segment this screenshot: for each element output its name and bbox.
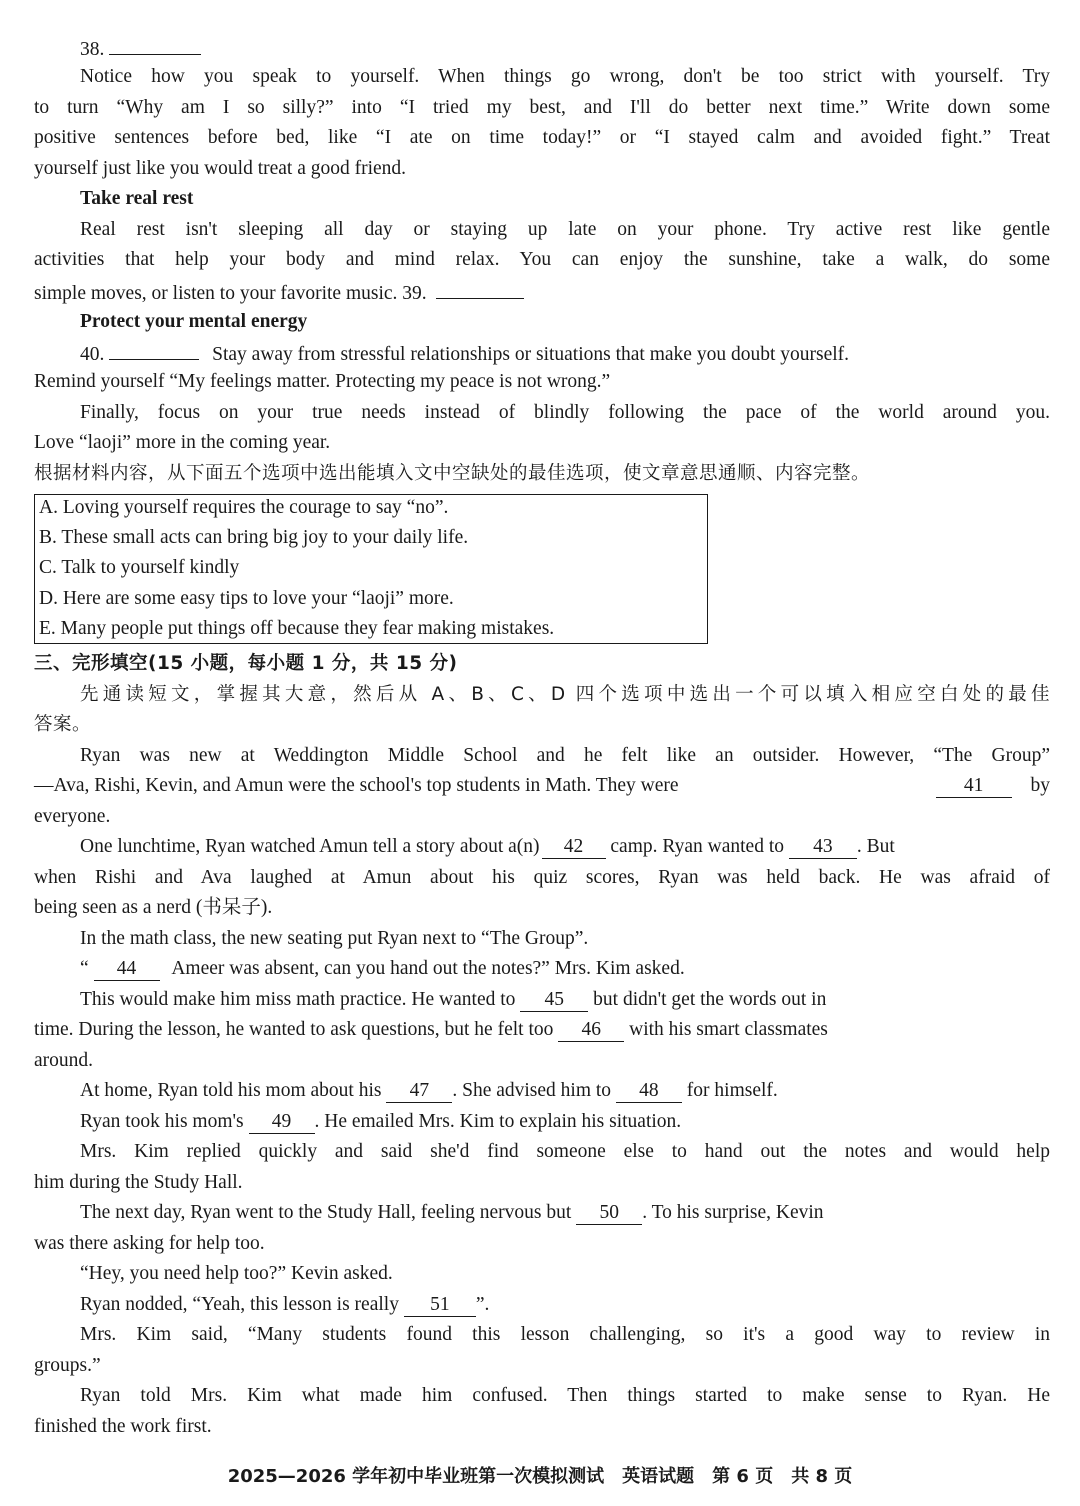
paragraph-1-line-2: to turn “Why am I so silly?” into “I tried my best, and I'll do better next time.” Write down some [34,97,1050,118]
story-line-16-text-b: . To his surprise, Kevin [642,1202,824,1223]
story-line-4-text-a: One lunchtime, Ryan watched Amun tell a story about a(n) [80,836,540,857]
paragraph-3-line-1 [80,337,1050,367]
story-line-13 [80,1107,1050,1137]
answer-blank-47: 47 [386,1080,452,1103]
story-line-21: groups.” [34,1355,101,1376]
answer-blank-45: 45 [520,989,588,1012]
story-line-19-text-a: Ryan nodded, “Yeah, this lesson is really [80,1294,399,1315]
story-line-4-text-b: camp. Ryan wanted to [610,836,784,857]
story-line-10-text-a: time. During the lesson, he wanted to ask questions, but he felt too [34,1019,554,1040]
story-line-20: Mrs. Kim said, “Many students found this lesson challenging, so it's a good way to review in [80,1324,1050,1345]
answer-blank-43: 43 [789,836,857,859]
story-line-12-text-b: . She advised him to [452,1080,612,1101]
paragraph-3-line-1-text: Stay away from stressful relationships or situations that make you doubt yourself. [212,344,850,365]
answer-blank-51: 51 [404,1294,476,1317]
paragraph-2-line-3-text: simple moves, or listen to your favorite music. 39. [34,283,427,304]
story-line-19-text-b: ”. [475,1294,490,1315]
answer-blank-48: 48 [616,1080,682,1103]
story-line-8-quote: “ [80,958,89,979]
story-line-17: was there asking for help too. [34,1233,265,1254]
story-line-6: being seen as a nerd (书呆子). [34,897,273,918]
story-line-10-text-b: with his smart classmates [629,1019,828,1040]
story-line-22: Ryan told Mrs. Kim what made him confused. Then things started to make sense to Ryan. He [80,1385,1050,1406]
story-line-19 [80,1290,1050,1320]
answer-blank-46: 46 [558,1019,624,1042]
story-line-16-text-a: The next day, Ryan went to the Study Hall, feeling nervous but [80,1202,572,1223]
story-line-12 [80,1076,1050,1106]
option-e: E. Many people put things off because they fear making mistakes. [39,618,555,639]
paragraph-3-line-2: Remind yourself “My feelings matter. Protecting my peace is not wrong.” [34,371,611,392]
paragraph-2-line-1: Real rest isn't sleeping all day or staying up late on your phone. Try active rest like gentle [80,219,1050,240]
story-line-2 [34,771,1050,801]
section-instruction: 根据材料内容，从下面五个选项中选出能填入文中空缺处的最佳选项，使文章意思通顺、内容完整。 [34,463,871,484]
story-line-13-text-a: Ryan took his mom's [80,1111,244,1132]
paragraph-1-line-4: yourself just like you would treat a good friend. [34,158,407,179]
story-line-12-text-c: for himself. [686,1080,778,1101]
story-line-7: In the math class, the new seating put Ryan next to “The Group”. [80,928,589,949]
story-line-8-text: Ameer was absent, can you hand out the notes?” Mrs. Kim asked. [171,958,685,979]
story-line-18: “Hey, you need help too?” Kevin asked. [80,1263,393,1284]
story-line-10 [34,1015,1050,1045]
answer-blank-44: 44 [94,958,160,981]
option-a: A. Loving yourself requires the courage to say “no”. [39,497,449,518]
option-d: D. Here are some easy tips to love your “laoji” more. [39,588,454,609]
story-line-2-text: —Ava, Rishi, Kevin, and Amun were the school's top students in Math. They were [34,775,679,796]
story-line-23: finished the work first. [34,1416,212,1437]
answer-blank-41: 41 [936,775,1012,798]
paragraph-4-line-1: Finally, focus on your true needs instead of blindly following the pace of the world around you. [80,402,1050,423]
story-line-9-text-b: but didn't get the words out in [593,989,827,1010]
story-line-4 [80,832,1050,862]
answer-blank-38 [109,32,201,55]
section-3-title: 三、完形填空(15 小题，每小题 1 分，共 15 分) [34,653,458,674]
story-line-9 [80,985,1050,1015]
story-line-1: Ryan was new at Weddington Middle School and he felt like an outsider. However, “The Group” [80,745,1050,766]
story-line-11: around. [34,1050,94,1071]
answer-blank-50: 50 [576,1202,642,1225]
section-3-instruction-line-1: 先通读短文，掌握其大意，然后从 A、B、C、D 四个选项中选出一个可以填入相应空白处的最佳 [80,684,1050,705]
story-line-8 [80,954,1050,984]
options-box [34,494,708,644]
story-line-16 [80,1198,1050,1228]
paragraph-2-line-2: activities that help your body and mind relax. You can enjoy the sunshine, take a walk, do some [34,249,1050,270]
story-line-9-text-a: This would make him miss math practice. He wanted to [80,989,516,1010]
story-line-2-end: by [1030,775,1050,796]
answer-blank-40 [109,337,199,360]
story-line-3: everyone. [34,806,111,827]
story-line-15: him during the Study Hall. [34,1172,243,1193]
paragraph-4-line-2: Love “laoji” more in the coming year. [34,432,331,453]
story-line-13-text-b: . He emailed Mrs. Kim to explain his situation. [314,1111,682,1132]
story-line-4-text-c: . But [856,836,895,857]
question-38-line [80,32,1050,62]
paragraph-1-line-1: Notice how you speak to yourself. When things go wrong, don't be too strict with yourself. Try [80,66,1050,87]
answer-blank-39 [436,276,524,299]
story-line-14: Mrs. Kim replied quickly and said she'd find someone else to hand out the notes and would help [80,1141,1050,1162]
heading-take-real-rest: Take real rest [80,188,194,209]
question-number-38: 38. [80,39,105,60]
option-b: B. These small acts can bring big joy to your daily life. [39,527,469,548]
paragraph-2-line-3 [34,276,1050,306]
story-line-5: when Rishi and Ava laughed at Amun about his quiz scores, Ryan was held back. He was afraid of [34,867,1050,888]
paragraph-1-line-3: positive sentences before bed, like “I ate on time today!” or “I stayed calm and avoided fight.” Treat [34,127,1050,148]
heading-protect-mental-energy: Protect your mental energy [80,311,308,332]
section-3-instruction-line-2: 答案。 [34,714,92,735]
question-number-40: 40. [80,344,105,365]
story-line-12-text-a: At home, Ryan told his mom about his [80,1080,382,1101]
answer-blank-42: 42 [542,836,606,859]
page-footer: 2025—2026 学年初中毕业班第一次模拟测试 英语试题 第 6 页 共 8 页 [227,1466,853,1487]
answer-blank-49: 49 [249,1111,315,1134]
option-c: C. Talk to yourself kindly [39,557,240,578]
